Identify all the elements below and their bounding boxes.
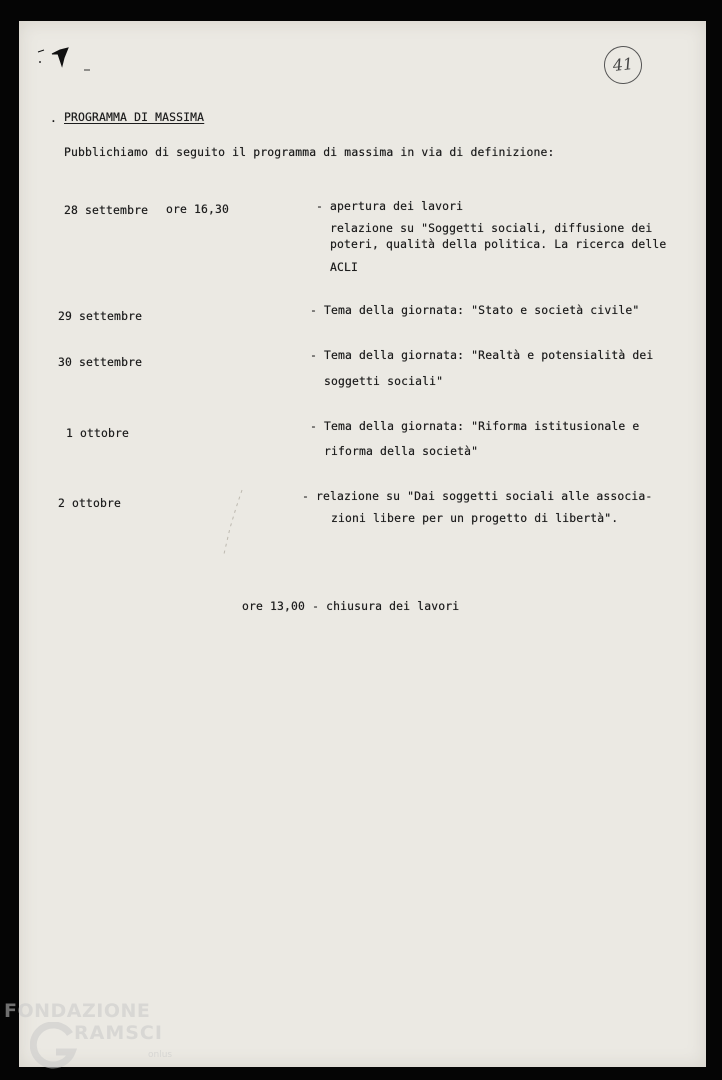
date-29-settembre: 29 settembre: [58, 309, 143, 323]
schedule-line: - relazione su "Dai soggetti sociali alle associa-: [302, 489, 653, 503]
date-2-ottobre: 2 ottobre: [58, 496, 122, 510]
paper-crease: [218, 488, 248, 558]
watermark-suffix: onlus: [148, 1050, 173, 1060]
schedule-line: - apertura dei lavori: [316, 199, 464, 213]
date-1-ottobre: 1 ottobre: [66, 426, 130, 440]
page-number-stamp: 41: [602, 44, 644, 86]
schedule-line: soggetti sociali": [324, 374, 444, 388]
schedule-line: zioni libere per un progetto di libertà".: [331, 511, 619, 525]
date-28-settembre: 28 settembre: [64, 203, 149, 217]
closing-line: ore 13,00 - chiusura dei lavori: [242, 599, 460, 613]
intro-text: Pubblichiamo di seguito il programma di massima in via di definizione:: [64, 145, 555, 159]
watermark-line2: RAMSCI: [74, 1022, 163, 1044]
document-page: [19, 21, 706, 1067]
watermark-g-logo: [30, 1022, 78, 1070]
ink-smudge-mark: [34, 44, 94, 74]
fondazione-gramsci-watermark: [4, 1000, 194, 1070]
schedule-line: riforma della società": [324, 444, 479, 458]
schedule-line: ACLI: [330, 260, 359, 274]
watermark-line1: FONDAZIONE: [4, 1000, 151, 1022]
schedule-line: relazione su "Soggetti sociali, diffusione dei: [330, 221, 653, 235]
heading: PROGRAMMA DI MASSIMA: [64, 110, 205, 124]
schedule-line: - Tema della giornata: "Realtà e potensialità dei: [310, 348, 654, 362]
schedule-line: - Tema della giornata: "Riforma istitusionale e: [310, 419, 640, 433]
schedule-line: - Tema della giornata: "Stato e società civile": [310, 303, 640, 317]
bullet-dot: ·: [50, 114, 58, 128]
time-start: ore 16,30: [166, 202, 230, 216]
date-30-settembre: 30 settembre: [58, 355, 143, 369]
schedule-line: poteri, qualità della politica. La ricerca delle: [330, 237, 667, 251]
